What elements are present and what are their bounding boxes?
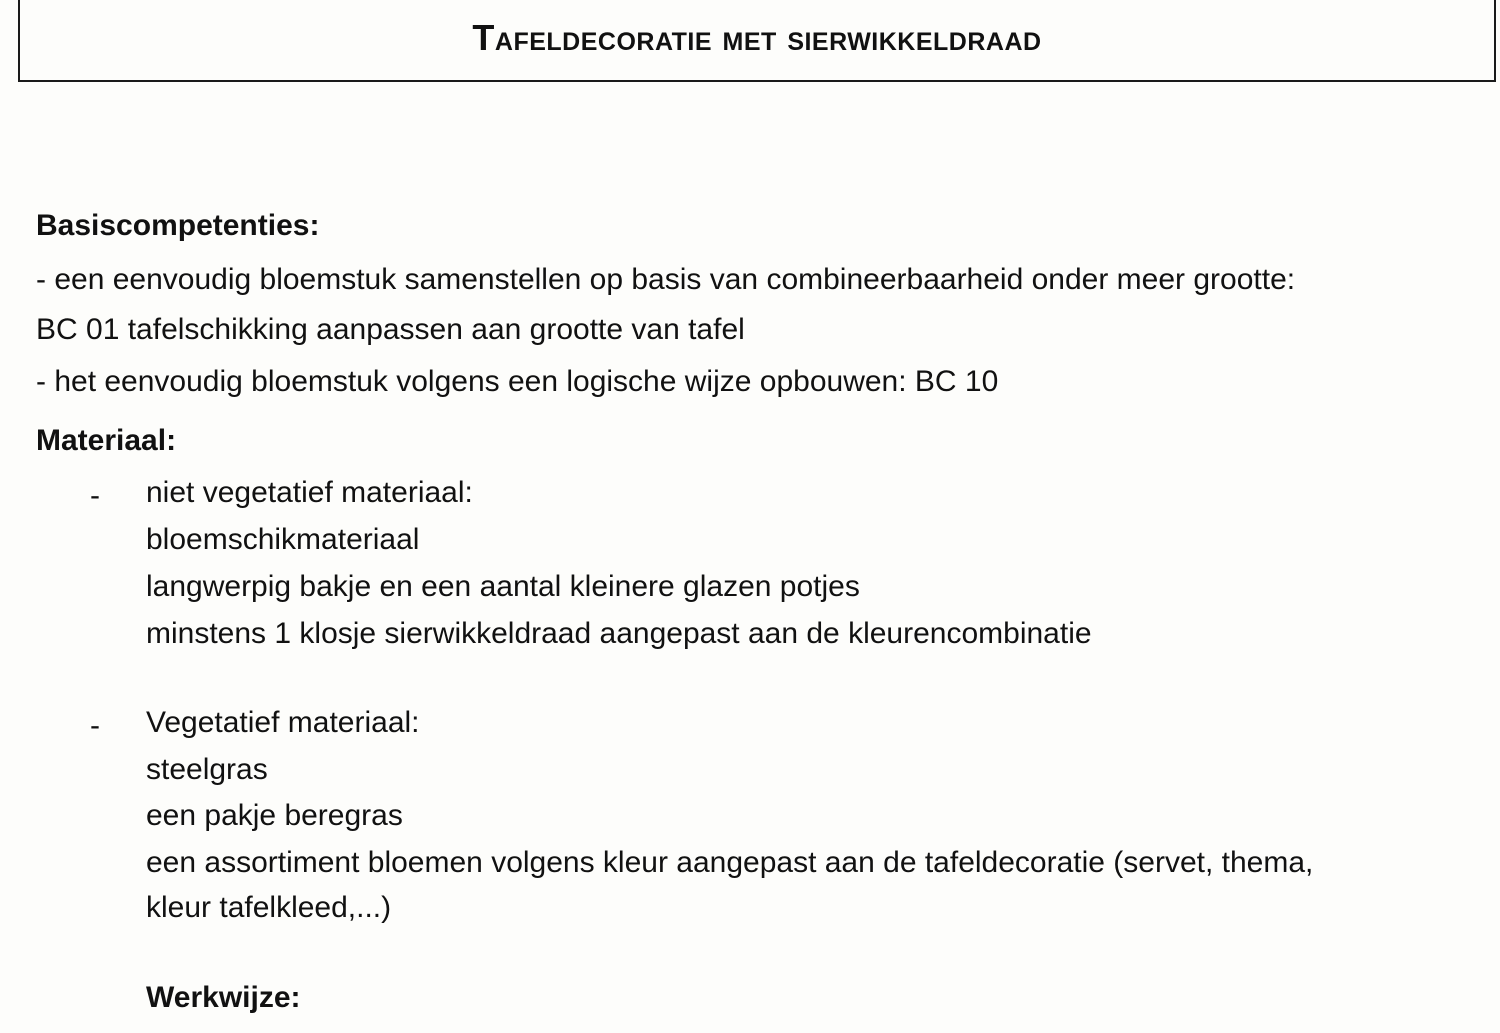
werkwijze-heading: Werkwijze: xyxy=(146,981,301,1014)
list-bullet: - xyxy=(90,709,100,742)
materiaal-heading: Materiaal: xyxy=(36,424,177,457)
material-line: niet vegetatief materiaal: xyxy=(146,476,473,509)
material-line: langwerpig bakje en een aantal kleinere glazen potjes xyxy=(146,570,860,603)
material-line: Vegetatief materiaal: xyxy=(146,706,420,739)
material-line: een pakje beregras xyxy=(146,799,403,832)
list-bullet: - xyxy=(90,479,100,512)
material-line: steelgras xyxy=(146,753,268,786)
document-title: Tafeldecoratie met sierwikkeldraad xyxy=(472,17,1042,58)
material-line: kleur tafelkleed,...) xyxy=(146,891,392,924)
basis-line: BC 01 tafelschikking aanpassen aan grootte van tafel xyxy=(36,313,745,346)
basiscompetenties-heading: Basiscompetenties: xyxy=(36,209,320,242)
material-line: bloemschikmateriaal xyxy=(146,523,420,556)
title-box xyxy=(18,0,1496,82)
material-line: een assortiment bloemen volgens kleur aangepast aan de tafeldecoratie (servet, thema, xyxy=(146,846,1314,879)
basis-line: - het eenvoudig bloemstuk volgens een logische wijze opbouwen: BC 10 xyxy=(36,365,999,398)
material-line: minstens 1 klosje sierwikkeldraad aangepast aan de kleurencombinatie xyxy=(146,617,1092,650)
basis-line: - een eenvoudig bloemstuk samenstellen op basis van combineerbaarheid onder meer grootte: xyxy=(36,263,1296,296)
